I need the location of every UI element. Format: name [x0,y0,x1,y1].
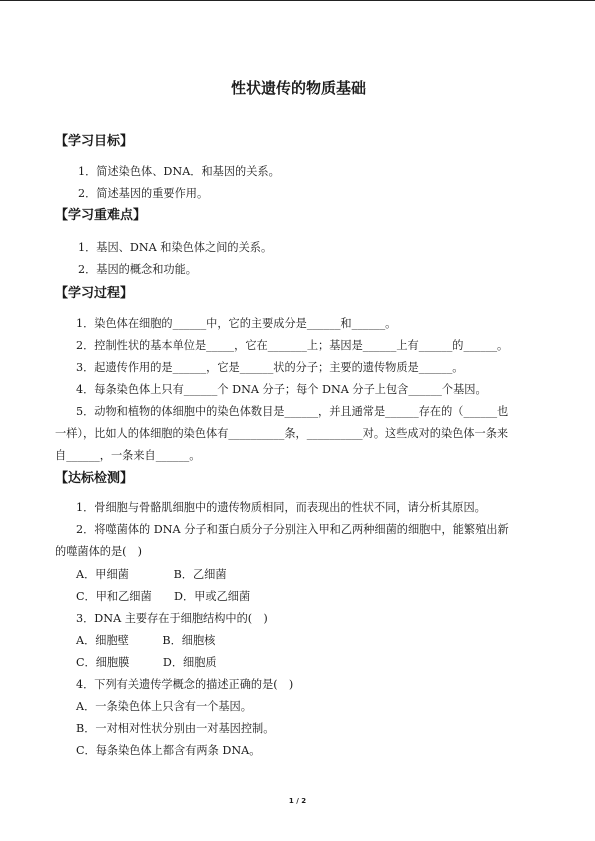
key-point-item: 2．基因的概念和功能。 [78,263,197,276]
answer-option-row: C．每条染色体上都含有两条 DNA。 [76,744,261,757]
section-heading-test: 【达标检测】 [55,471,134,486]
question-item-continued: 的噬菌体的是( ) [55,545,143,558]
answer-option-row: C．甲和乙细菌 D．甲或乙细菌 [76,590,251,603]
section-heading-key-points: 【学习重难点】 [55,208,147,223]
process-item: 4．每条染色体上只有______个 DNA 分子；每个 DNA 分子上包含______个基因。 [76,383,487,396]
process-item: 3．起遗传作用的是______，它是______状的分子；主要的遗传物质是______。 [76,361,464,374]
document-title: 性状遗传的物质基础 [230,79,366,97]
question-item: 3．DNA 主要存在于细胞结构中的( ) [76,612,268,625]
objective-item: 1．简述染色体、DNA．和基因的关系。 [78,165,280,178]
objective-item: 2．简述基因的重要作用。 [78,187,209,200]
section-heading-objectives: 【学习目标】 [55,134,134,149]
section-heading-process: 【学习过程】 [55,286,134,301]
process-item-continued: 自______，一条来自______。 [55,449,201,462]
process-item: 2．控制性状的基本单位是_____，它在_______上；基因是______上有______的______。 [76,339,509,352]
question-item: 1．骨细胞与骨骼肌细胞中的遗传物质相同，而表现出的性状不同，请分析其原因。 [76,501,486,514]
answer-option-row: A．甲细菌 B．乙细菌 [76,568,227,581]
page-number: 1 / 2 [288,797,307,805]
question-item: 4．下列有关遗传学概念的描述正确的是( ) [76,678,294,691]
process-item: 1．染色体在细胞的______中，它的主要成分是______和______。 [76,317,397,330]
answer-option-row: C．细胞膜 D．细胞质 [76,656,217,669]
answer-option-row: B．一对相对性状分别由一对基因控制。 [76,722,275,735]
key-point-item: 1．基因、DNA 和染色体之间的关系。 [78,241,273,254]
answer-option-row: A．一条染色体上只含有一个基因。 [76,700,252,713]
process-item: 5．动物和植物的体细胞中的染色体数目是______，并且通常是______存在的（______也 [76,405,509,418]
question-item: 2．将噬菌体的 DNA 分子和蛋白质分子分别注入甲和乙两种细菌的细胞中，能繁殖出新 [76,523,509,536]
top-border-rule [0,0,595,1]
process-item-continued: 一样），比如人的体细胞的染色体有__________条，__________对。这些成对的染色体一条来 [55,427,509,440]
answer-option-row: A．细胞壁 B．细胞核 [76,634,216,647]
